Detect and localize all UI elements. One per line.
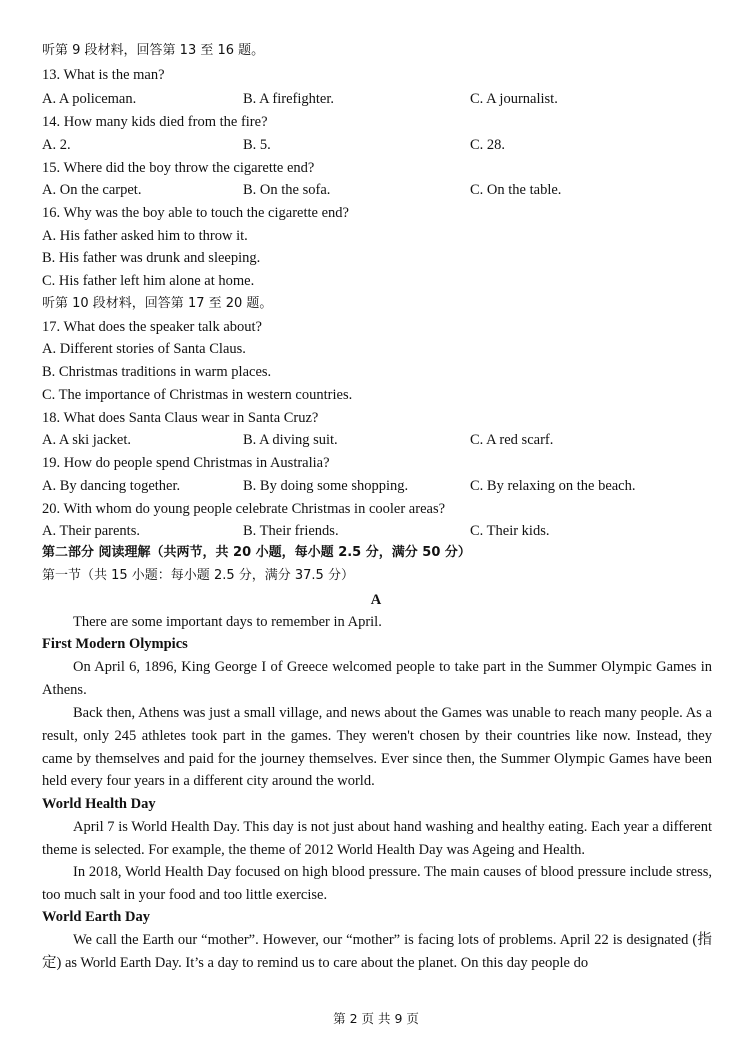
section9-instruction: 听第 9 段材料，回答第 13 至 16 题。	[42, 43, 265, 58]
option-b: B. Their friends.	[243, 523, 339, 539]
option-c: C. The importance of Christmas in western countries.	[42, 387, 353, 403]
options-13	[0, 92, 752, 108]
option-b: B. His father was drunk and sleeping.	[42, 250, 261, 266]
option-b: B. A diving suit.	[243, 432, 338, 448]
part2-title: 第二部分 阅读理解（共两节，共 20 小题，每小题 2.5 分，满分 50 分）	[42, 545, 471, 560]
options-20	[0, 524, 752, 540]
option-a: A. His father asked him to throw it.	[42, 228, 248, 244]
page-footer: 第 2 页 共 9 页	[333, 1011, 419, 1026]
part2-section1: 第一节（共 15 小题：每小题 2.5 分，满分 37.5 分）	[42, 568, 354, 583]
heading-health-day: World Health Day	[42, 796, 156, 812]
question-13: 13. What is the man?	[42, 67, 165, 83]
options-18	[0, 433, 752, 449]
option-b: B. 5.	[243, 137, 271, 153]
question-15: 15. Where did the boy throw the cigarette end?	[42, 160, 315, 176]
option-b: B. Christmas traditions in warm places.	[42, 364, 272, 380]
option-a: A. A ski jacket.	[42, 432, 132, 448]
options-14	[0, 138, 752, 154]
passage-letter: A	[370, 592, 382, 608]
option-a: A. A policeman.	[42, 91, 137, 107]
passage-intro: There are some important days to remember in April.	[73, 614, 382, 630]
option-b: B. By doing some shopping.	[243, 478, 409, 494]
option-a: A. Different stories of Santa Claus.	[42, 341, 246, 357]
paragraph: We call the Earth our “mother”. However, our “mother” is facing lots of problems. April 22 is designated (指定) as World Earth Day. It’s a day to remind us to care about the planet. On this day people do	[42, 932, 712, 971]
paragraph: Back then, Athens was just a small village, and news about the Games was unable to reach many people. As a result, only 245 athletes took part in the games. They weren't chosen by their countries like now. Instead, they came by themselves and paid for the journey themselves. Ever since then, the Summer Olympic Games have been held every four years in a different city around the world.	[42, 705, 712, 790]
option-c: C. His father left him alone at home.	[42, 273, 255, 289]
question-14: 14. How many kids died from the fire?	[42, 114, 268, 130]
option-c: C. On the table.	[470, 182, 562, 198]
heading-olympics: First Modern Olympics	[42, 636, 188, 652]
section10-instruction: 听第 10 段材料，回答第 17 至 20 题。	[42, 296, 273, 311]
question-19: 19. How do people spend Christmas in Australia?	[42, 455, 330, 471]
question-18: 18. What does Santa Claus wear in Santa Cruz?	[42, 410, 319, 426]
options-15	[0, 183, 752, 199]
option-c: C. By relaxing on the beach.	[470, 478, 636, 494]
option-c: C. Their kids.	[470, 523, 550, 539]
option-a: A. 2.	[42, 137, 71, 153]
option-c: C. A red scarf.	[470, 432, 554, 448]
option-a: A. On the carpet.	[42, 182, 142, 198]
option-a: A. By dancing together.	[42, 478, 181, 494]
paragraph: April 7 is World Health Day. This day is not just about hand washing and healthy eating. Each year a different theme is selected. For example, the theme of 2012 World Health Day was Ageing and Health.	[42, 819, 712, 858]
option-a: A. Their parents.	[42, 523, 140, 539]
option-b: B. A firefighter.	[243, 91, 335, 107]
question-17: 17. What does the speaker talk about?	[42, 319, 262, 335]
option-c: C. A journalist.	[470, 91, 558, 107]
option-c: C. 28.	[470, 137, 506, 153]
options-19	[0, 479, 752, 495]
question-16: 16. Why was the boy able to touch the cigarette end?	[42, 205, 349, 221]
heading-earth-day: World Earth Day	[42, 909, 150, 925]
paragraph: On April 6, 1896, King George I of Greece welcomed people to take part in the Summer Olympic Games in Athens.	[42, 659, 712, 698]
question-20: 20. With whom do young people celebrate Christmas in cooler areas?	[42, 501, 446, 517]
option-b: B. On the sofa.	[243, 182, 331, 198]
paragraph: In 2018, World Health Day focused on high blood pressure. The main causes of blood pressure include stress, too much salt in your food and too little exercise.	[42, 864, 712, 903]
